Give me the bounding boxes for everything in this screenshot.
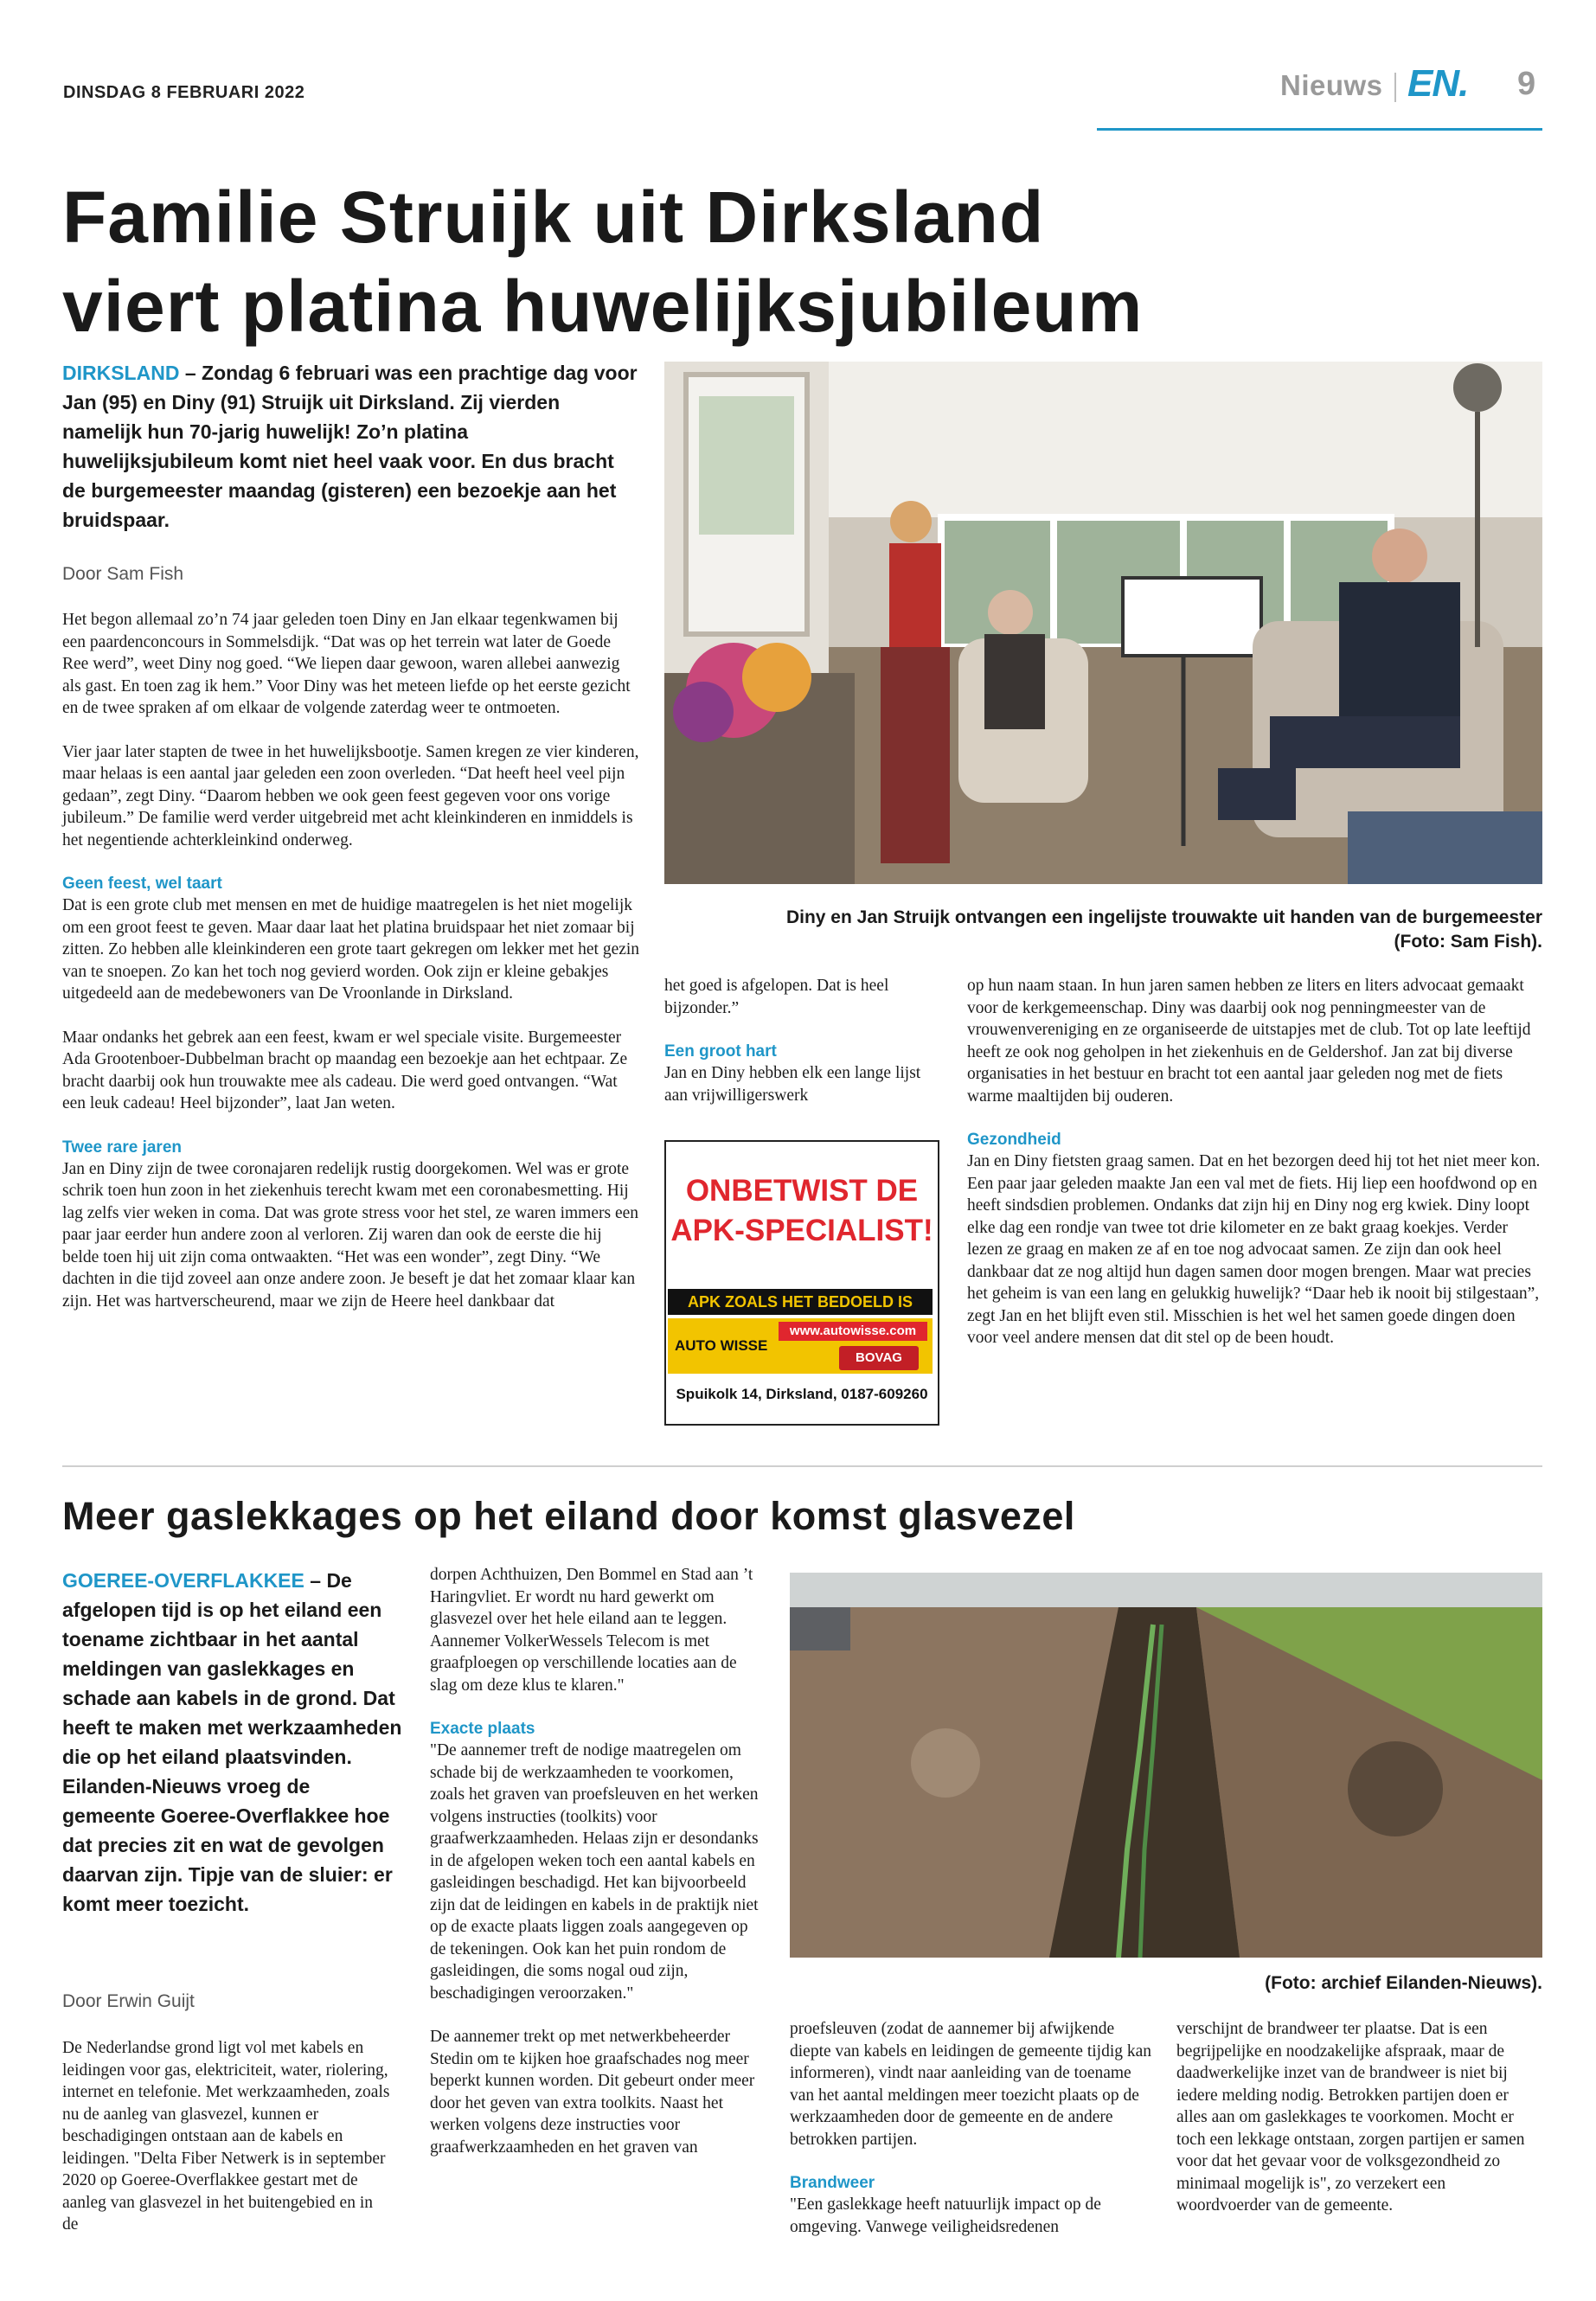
article1-lead-text: – Zondag 6 februari was een prachtige dag voor Jan (95) en Diny (91) Struijk uit Dirksland. Zij vierden namelijk hun 70-jarig huwelijk! Zo’n platina huwelijksjubileum komt niet heel vaak voor. En dus bracht de burgemeester maandag (gisteren) een bezoekje aan het bruidspaar. [62, 362, 638, 531]
article2-photo-caption: (Foto: archief Eilanden-Nieuws). [1265, 1973, 1542, 1993]
ad-title-line2: APK-SPECIALIST! [670, 1214, 933, 1247]
article1-paragraph: Jan en Diny zijn de twee coronajaren redelijk rustig doorgekomen. Wel was er grote schrik toen hun zoon in het ziekenhuis terecht kwam met een coronabesmetting. Hij lag zelfs vier weken in coma. Dat was grote stress voor het stel, ze waren immers een paar jaar eerder hun andere zoon al verloren. Zij waren dan ook de eerste die hij belde toen hij uit zijn coma ontwaakten. “Het was een wonder”, zegt Diny. “We dachten in die tijd zoveel aan onze andere zoon. Je beseft je dat het zomaar klaar kan zijn. Het was hartverscheurend, maar we zijn de Heere heel dankbaar dat [62, 1159, 639, 1311]
page-number: 9 [1517, 66, 1536, 102]
article2-subheading: Brandweer [790, 2174, 875, 2192]
article1-headline-line2: viert platina huwelijksjubileum [62, 266, 1144, 347]
article1-paragraph: op hun naam staan. In hun jaren samen hebben ze liters en liters advocaat gemaakt voor de kerkgemeenschap. Diny was daarbij ook nog penningmeester van de vrouwenvereniging en ze organiseerde de uitstapjes met de club. Tot op late leeftijd heeft ze ook nog geholpen in het ziekenhuis en de Geldershof. Jan zat bij diverse organisaties in het bestuur en bracht tot een aantal jaar geleden nog met de fiets warme maaltijden bij ouderen. [967, 977, 1531, 1106]
article1-caption-line2: (Foto: Sam Fish). [1394, 932, 1542, 952]
article2-paragraph: "De aannemer treft de nodige maatregelen om schade bij de werkzaamheden te voorkomen, zoals het graven van proefsleuven en het werken volgens instructies (toolkits) voor graafwerkzaamheden. Helaas zijn er desondanks in de afgelopen weken toch een aantal kabels en gasleidingen beschadigd. Het kan bijvoorbeeld zijn dat de leidingen en kabels in de praktijk niet op de exacte plaats liggen zoals aangegeven op de tekeningen. Ook kan het puin rondom de gasleidingen, die soms nogal oud zijn, beschadigingen veroorzaken." [430, 1741, 759, 2003]
section-label: Nieuws [1280, 69, 1383, 101]
article1-subheading: Twee rare jaren [62, 1138, 183, 1157]
article1-paragraph: Het begon allemaal zo’n 74 jaar geleden toen Diny en Jan elkaar tegenkwamen bij een paardenconcours in Sommelsdijk. “Dat was op het terrein wat later de Goede Ree werd”, weet Diny nog goed. “We liepen daar gewoon, waren allebei aanwezig als gast. En toen zag ik hem.” Voor Diny was het meteen liefde op het eerste gezicht en de twee spraken af om elkaar de volgende zaterdag weer te ontmoeten. [62, 611, 631, 717]
article1-headline [62, 173, 1187, 351]
bovag-logo: BOVAG [839, 1346, 919, 1370]
article2-column2 [430, 1564, 763, 2180]
article1-subheading: Een groot hart [664, 1042, 777, 1061]
article2-paragraph: proefsleuven (zodat de aannemer bij afwijkende diepte van kabels en leidingen de gemeente tijdig kan informeren), vindt naar aanleiding van de toename van het aantal meldingen meer toezicht plaats op de werkzaamheden door de gemeente en de andere betrokken partijen. [790, 2020, 1152, 2149]
article1-subheading: Geen feest, wel taart [62, 875, 222, 893]
article2-lead [62, 1566, 408, 1919]
article2-column1 [62, 2037, 391, 2258]
article2-byline: Door Erwin Guijt [62, 1991, 195, 2011]
ad-brand-panel [668, 1318, 933, 1374]
article1-headline-line1: Familie Struijk uit Dirksland [62, 176, 1045, 258]
article1-byline: Door Sam Fish [62, 564, 184, 584]
article2-paragraph: dorpen Achthuizen, Den Bommel en Stad aan ’t Haringvliet. Er wordt nu hard gewerkt om glasvezel over het hele eiland aan te leggen. Aannemer VolkerWessels Telecom is met graafploegen op verschillende locaties aan de slag om deze klus te klaren." [430, 1566, 753, 1695]
article2-lead-text: – De afgelopen tijd is op het eiland een toename zichtbaar in het aantal meldingen van gaslekkages en schade aan kabels in de grond. Dat heeft te maken met werkzaamheden die op het eiland plaatsvinden. Eilanden-Nieuws vroeg de gemeente Goeree-Overflakkee hoe dat precies zit en wat de gevolgen daarvan zijn. Tipje van de sluier: er komt meer toezicht. [62, 1569, 402, 1915]
article1-paragraph: het goed is afgelopen. Dat is heel bijzonder.” [664, 977, 889, 1017]
article1-paragraph: Jan en Diny fietsten graag samen. Dat en het bezorgen deed hij tot het niet meer kon. Een paar jaar geleden maakte Jan een val met de fiets. Hij liep een hoofdwond op en heeft sindsdien problemen. Ondanks dat zijn hij en Diny nog erg kwiek. Diny loopt elke dag een rondje van twee tot drie kilometer en ze bakt graag koekjes. Verder lezen ze graag en maken ze af en toe nog advocaat samen. Ze zijn dan ook heel dankbaar dat ze nog altijd hun dagen samen door mogen brengen. Maar wat precies het geheim is van een lang en gelukkig huwelijk? “Daar heb ik nooit bij stilgestaan”, zegt Jan en het blijft even stil. Misschien is het wel het samen goede dingen doen voor veel andere mensen dat dit stel op de been houdt. [967, 1152, 1541, 1347]
article1-paragraph: Vier jaar later stapten de twee in het huwelijksbootje. Samen kregen ze vier kinderen, maar helaas is een aantal jaar geleden een zoon overleden. “Dat heeft heel veel pijn gedaan”, zegt Diny. “Daarom hebben we ook geen feest gegeven voor ons vorige jubileum.” De familie werd verder uitgebreid met acht kleinkinderen en inmiddels is het negentiende achterkleinkind onderweg. [62, 742, 639, 849]
article2-headline: Meer gaslekkages op het eiland door komst glasvezel [62, 1494, 1075, 1538]
ad-brand-name: AUTO WISSE [675, 1337, 768, 1354]
article1-photo-caption [664, 906, 1542, 954]
article1-photo [664, 362, 1542, 884]
article2-paragraph: verschijnt de brandweer ter plaatse. Dat is een begrijpelijke en noodzakelijke afspraak, maar de daadwerkelijke inzet van de brandweer is niet bij iedere melding nodig. Betrokken partijen doen er alles aan om gaslekkages te voorkomen. Mocht er toch een lekkage ontstaan, zorgen partijen er samen voor dat het gevaar voor de volksgezondheid zo minimaal mogelijk is", zo verzekert een woordvoerder van de gemeente. [1176, 2020, 1525, 2214]
article2-photo [790, 1573, 1542, 1958]
ad-title [666, 1171, 938, 1251]
article1-lead [62, 358, 642, 535]
ad-address: Spuikolk 14, Dirksland, 0187-609260 [676, 1386, 928, 1402]
header-rule [1097, 128, 1542, 131]
ad-slogan-band: APK ZOALS HET BEDOELD IS [668, 1289, 933, 1315]
ad-title-line1: ONBETWIST DE [685, 1174, 919, 1208]
article-divider [62, 1465, 1542, 1467]
publication-logo: EN. [1407, 62, 1469, 105]
trench-photo [790, 1573, 1542, 1958]
apk-advertisement[interactable] [664, 1140, 939, 1426]
article2-dateline: GOEREE-OVERFLAKKEE [62, 1569, 304, 1592]
article1-caption-line1: Diny en Jan Struijk ontvangen een ingelijste trouwakte uit handen van de burgemeester [785, 907, 1542, 927]
ad-website-link[interactable]: www.autowisse.com [779, 1322, 927, 1341]
article1-dateline: DIRKSLAND [62, 362, 180, 384]
article2-paragraph: De Nederlandse grond ligt vol met kabels en leidingen voor gas, elektriciteit, water, riolering, internet en telefonie. Met werkzaamheden, zoals nu de aanleg van glasvezel, kunnen er beschadigingen ontstaan aan de kabels en leidingen. "Delta Fiber Netwerk is in september 2020 op Goeree-Overflakkee gestart met de aanleg van glasvezel in het buitengebied en in de [62, 2039, 390, 2234]
article1-paragraph: Jan en Diny hebben elk een lange lijst aan vrijwilligerswerk [664, 1064, 921, 1105]
article2-paragraph: De aannemer trekt op met netwerkbeheerder Stedin om te kijken hoe graafschades nog meer beperkt kunnen worden. Dit gebeurt onder meer door het geven van extra toolkits. Naast het werken volgens deze instructies voor graafwerkzaamheden en het graven van [430, 2028, 755, 2157]
header-separator [1394, 73, 1396, 102]
article2-subheading: Exacte plaats [430, 1720, 535, 1738]
article2-column3 [790, 2018, 1153, 2259]
article1-column3 [967, 975, 1542, 1371]
article1-column2 [664, 975, 941, 1128]
article1-paragraph: Dat is een grote club met mensen en met de huidige maatregelen is het niet mogelijk om een groot feest te geven. Maar daar laat het platina bruidspaar het niet zomaar bij zitten. Zo hebben alle kleinkinderen een grote taart gekregen om lekker met het gezin van te snoepen. Zo kan het toch nog gevierd worden. Ook zijn er kleine gebakjes uitgedeeld aan de medebewoners van De Vroonlande in Dirksland. [62, 896, 640, 1003]
living-room-photo [664, 362, 1542, 884]
issue-date: DINSDAG 8 FEBRUARI 2022 [63, 83, 305, 102]
article2-paragraph: "Een gaslekkage heeft natuurlijk impact op de omgeving. Vanwege veiligheidsredenen [790, 2195, 1101, 2236]
article1-column1 [62, 609, 640, 1334]
article1-paragraph: Maar ondanks het gebrek aan een feest, kwam er wel speciale visite. Burgemeester Ada Grootenboer-Dubbelman bracht op maandag een bezoekje aan het echtpaar. Ze bracht daarbij ook hun trouwakte mee als cadeau. Die werd goed ontvangen. “Wat een leuk cadeau! Heel bijzonder”, laat Jan weten. [62, 1028, 628, 1112]
article2-column4 [1176, 2018, 1542, 2239]
article1-subheading: Gezondheid [967, 1131, 1061, 1149]
